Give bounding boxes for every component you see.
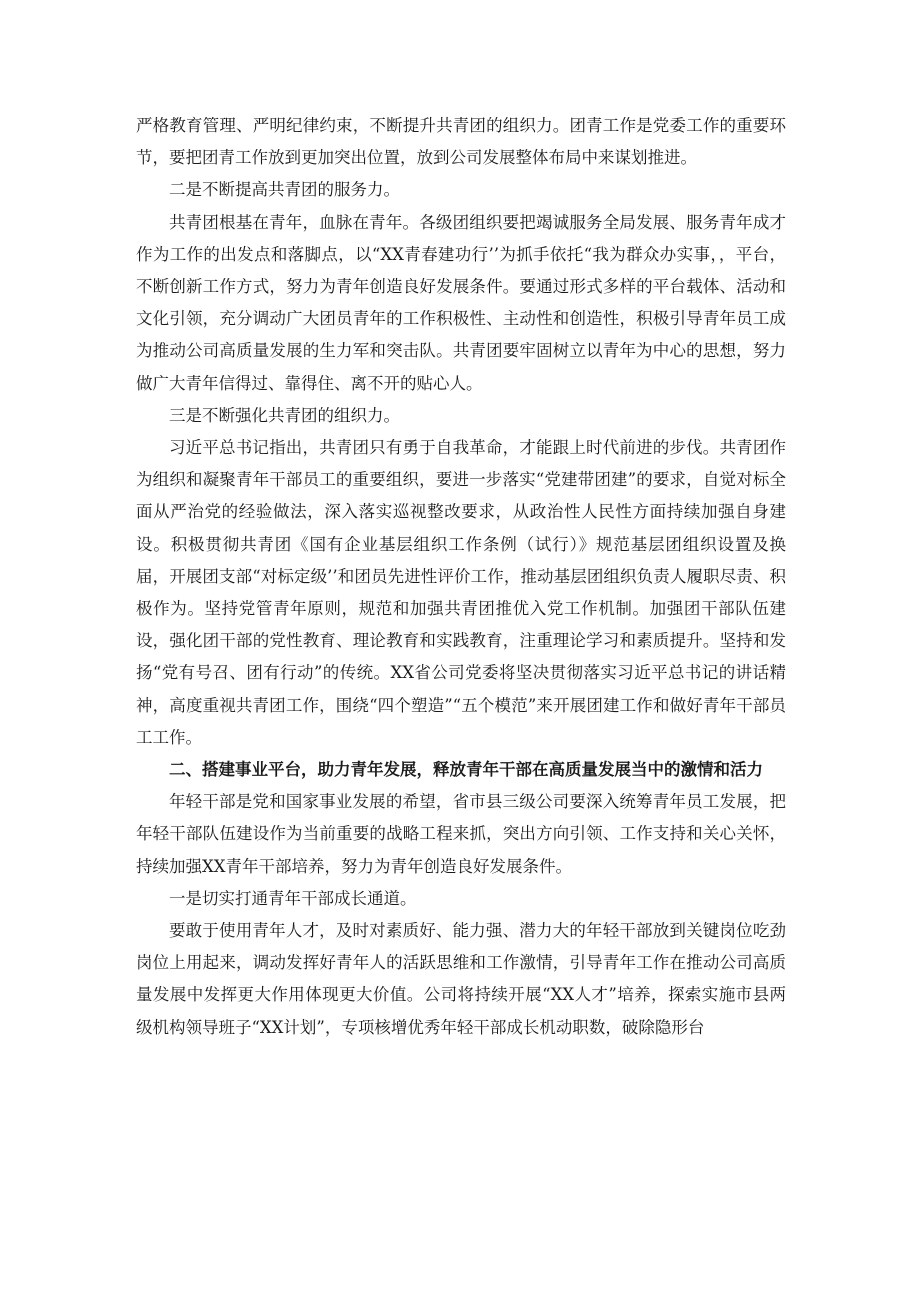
paragraph-1: 严格教育管理、严明纪律约束，不断提升共青团的组织力。团青工作是党委工作的重要环节，要把团青工作放到更加突出位置，放到公司发展整体布局中来谋划推进。: [136, 116, 786, 168]
paragraph-2-subheading: 二是不断提高共青团的服务力。: [169, 180, 400, 200]
paragraph-4-subheading: 三是不断强化共青团的组织力。: [169, 405, 400, 425]
paragraph-7: 年轻干部是党和国家事业发展的希望，省市县三级公司要深入统筹青年员工发展，把年轻干部队伍建设作为当前重要的战略工程来抓，突出方向引领、工作支持和关心关怀，持续加强XX青年干部培养，努力为青年创造良好发展条件。: [136, 792, 786, 876]
section-heading: 二、搭建事业平台，助力青年发展，释放青年干部在高质量发展当中的激情和活力: [169, 760, 763, 780]
document-body: [136, 110, 786, 1044]
paragraph-8-subheading: 一是切实打通青年干部成长通道。: [169, 888, 417, 908]
paragraph-3: 共青团根基在青年，血脉在青年。各级团组织要把竭诚服务全局发展、服务青年成才作为工作的出发点和落脚点，以“XX青春建功行’’为抓手依托“我为群众办实事，，平台，不断创新工作方式，努力为青年创造良好发展条件。要通过形式多样的平台载体、活动和文化引领，充分调动广大团员青年的工作积极性、主动性和创造性，积极引导青年员工成为推动公司高质量发展的生力军和突击队。共青团要牢固树立以青年为中心的思想，努力做广大青年信得过、靠得住、离不开的贴心人。: [136, 212, 786, 393]
paragraph-9: 要敢于使用青年人才，及时对素质好、能力强、潜力大的年轻干部放到关键岗位吃劲岗位上用起来，调动发挥好青年人的活跃思维和工作激情，引导青年工作在推动公司高质量发展中发挥更大作用体现更大价值。公司将持续开展“XX人才”培养，探索实施市县两级机构领导班子“XX计划”，专项核增优秀年轻干部成长机动职数，破除隐形台: [136, 921, 786, 1037]
paragraph-5: 习近平总书记指出，共青团只有勇于自我革命，才能跟上时代前进的步伐。共青团作为组织和凝聚青年干部员工的重要组织，要进一步落实“党建带团建”的要求，自觉对标全面从严治党的经验做法，深入落实巡视整改要求，从政治性人民性方面持续加强自身建设。积极贯彻共青团《国有企业基层组织工作条例（试行）》规范基层团组织设置及换届，开展团支部“对标定级’’和团员先进性评价工作，推动基层团组织负责人履职尽责、积极作为。坚持党管青年原则，规范和加强共青团推优入党工作机制。加强团干部队伍建设，强化团干部的党性教育、理论教育和实践教育，注重理论学习和素质提升。坚持和发扬“党有号召、团有行动”的传统。XX省公司党委将坚决贯彻落实习近平总书记的讲话精神，高度重视共青团工作，围绕“四个塑造”“五个模范”来开展团建工作和做好青年干部员工工作。: [136, 438, 786, 747]
